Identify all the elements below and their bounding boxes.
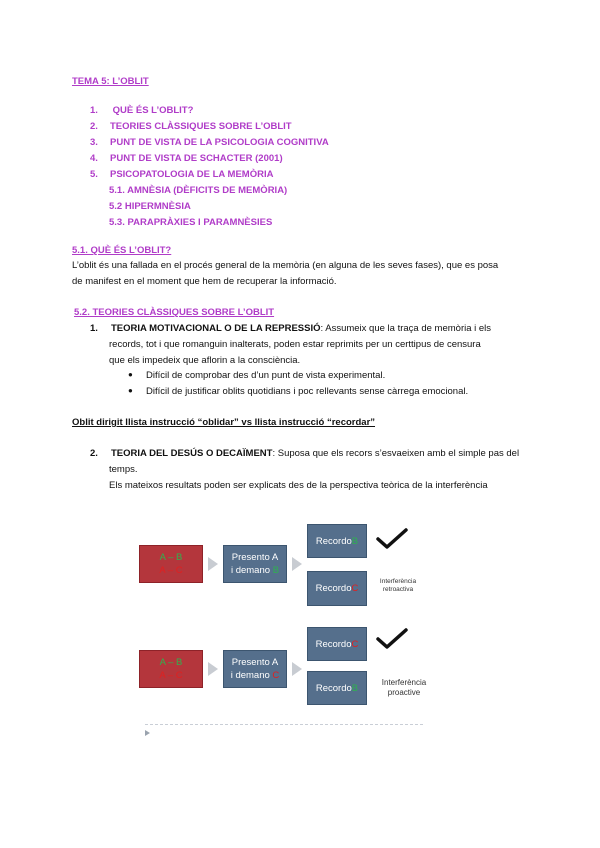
toc-label: TEORIES CLÀSSIQUES SOBRE L’OBLIT: [110, 121, 292, 132]
bullet-item-2: Difícil de justificar oblits quotidians i poc rellevants sense càrrega emocional.: [146, 386, 469, 397]
theory-2-line-3: Els mateixos resultats poden ser explicats des de la perspectiva teòrica de la interferència: [109, 480, 488, 491]
diagram-divider: [145, 724, 423, 725]
theory-2-text: : Suposa que els recors s’esvaeixen amb el simple pas del: [272, 448, 520, 459]
recall-text: Recordo: [315, 638, 352, 650]
recall-letter: B: [351, 682, 359, 694]
toc-number: 3.: [90, 137, 98, 148]
recall-box-row2-top: [307, 627, 367, 661]
note-line-1: Interferència: [381, 678, 427, 687]
note-line-2: retroactiva: [382, 586, 414, 593]
section-5-2-heading: 5.2. TEORIES CLÀSSIQUES SOBRE L’OBLIT: [74, 307, 275, 318]
section-5-1-text-line-1: L’oblit és una fallada en el procés general de la memòria (en alguna de les seves fases), que es posa: [72, 260, 499, 271]
bullet-item-1: Difícil de comprobar des d’un punt de vista experimental.: [146, 370, 386, 381]
present-text: i demano: [230, 670, 273, 681]
theory-1-line-2: records, tot i que romanguin inalterats, poden estar reprimits per un certtipus de censura: [109, 339, 481, 350]
toc-number: 1.: [90, 105, 98, 116]
toc-label: PSICOPATOLOGIA DE LA MEMÒRIA: [110, 169, 274, 180]
toc-label: QUÈ ÉS L’OBLIT?: [110, 105, 194, 116]
present-box-row2: [223, 650, 287, 688]
recall-text: Recordo: [315, 535, 352, 547]
directed-forgetting-note: Oblit dirigit llista instrucció “oblidar” vs llista instrucció “recordar”: [72, 417, 376, 428]
recall-letter: C: [351, 638, 359, 650]
small-arrow-icon: [145, 730, 150, 736]
present-line-2: [231, 669, 280, 682]
note-line-2: proactive: [387, 688, 421, 697]
arrow-right-icon: [208, 662, 218, 676]
toc-number: 4.: [90, 153, 98, 164]
theory-1-text: : Assumeix que la traça de memòria i els: [320, 323, 492, 334]
present-line-2: [231, 564, 279, 577]
recall-box-row1-top: [307, 524, 367, 558]
recall-letter: B: [351, 535, 359, 547]
check-icon: [376, 627, 408, 651]
section-5-1-text-line-2: de manifest en el moment que hem de recuperar la informació.: [72, 276, 337, 287]
recall-box-row2-bottom: [307, 671, 367, 705]
check-icon: [376, 527, 408, 551]
pair-top: A – B: [159, 657, 183, 668]
theory-2-line-2: temps.: [109, 464, 138, 475]
recall-text: Recordo: [315, 682, 352, 694]
note-line-1: Interferència: [379, 578, 417, 585]
arrow-right-icon: [208, 557, 218, 571]
pair-bottom: A – C: [159, 670, 183, 681]
present-box-row1: [223, 545, 287, 583]
bullet-dot: ●: [128, 386, 133, 395]
theory-1-number: 1.: [90, 323, 98, 334]
bullet-dot: ●: [128, 370, 133, 379]
toc-label: PUNT DE VISTA DE SCHACTER (2001): [110, 153, 283, 164]
interference-note-row1: [372, 578, 424, 594]
toc-subitem-1: 5.1. AMNÈSIA (DÈFICITS DE MEMÒRIA): [109, 185, 288, 196]
toc-number: 5.: [90, 169, 98, 180]
recall-text: Recordo: [315, 583, 352, 594]
pair-bottom: A – C: [159, 565, 183, 576]
present-line-1: Presento A: [231, 657, 279, 668]
pair-box-row2: [139, 650, 203, 688]
present-letter: C: [272, 670, 280, 681]
recall-letter: C: [351, 583, 359, 594]
theory-2-title: TEORIA DEL DESÚS O DECAÏMENT: [110, 448, 273, 459]
theory-1-line-3: que els impedeix que aflorin a la consciència.: [109, 355, 301, 366]
present-line-1: Presento A: [231, 552, 279, 563]
theory-1-title: TEORIA MOTIVACIONAL O DE LA REPRESSIÓ: [110, 323, 321, 334]
arrow-right-icon: [292, 662, 302, 676]
interference-note-row2: [376, 678, 432, 698]
pair-top: A – B: [159, 552, 183, 563]
pair-box-row1: [139, 545, 203, 583]
toc-subitem-2: 5.2 HIPERMNÈSIA: [109, 201, 191, 212]
section-5-1-heading: 5.1. QUÈ ÉS L’OBLIT?: [72, 245, 172, 256]
theory-2-number: 2.: [90, 448, 98, 459]
toc-number: 2.: [90, 121, 98, 132]
toc-subitem-3: 5.3. PARAPRÀXIES I PARAMNÈSIES: [109, 217, 273, 228]
recall-box-row1-bottom: [307, 571, 367, 606]
toc-label: PUNT DE VISTA DE LA PSICOLOGIA COGNITIVA: [110, 137, 329, 148]
arrow-right-icon: [292, 557, 302, 571]
present-text: i demano: [230, 565, 273, 576]
page-title: TEMA 5: L’OBLIT: [72, 76, 149, 87]
present-letter: B: [272, 565, 280, 576]
